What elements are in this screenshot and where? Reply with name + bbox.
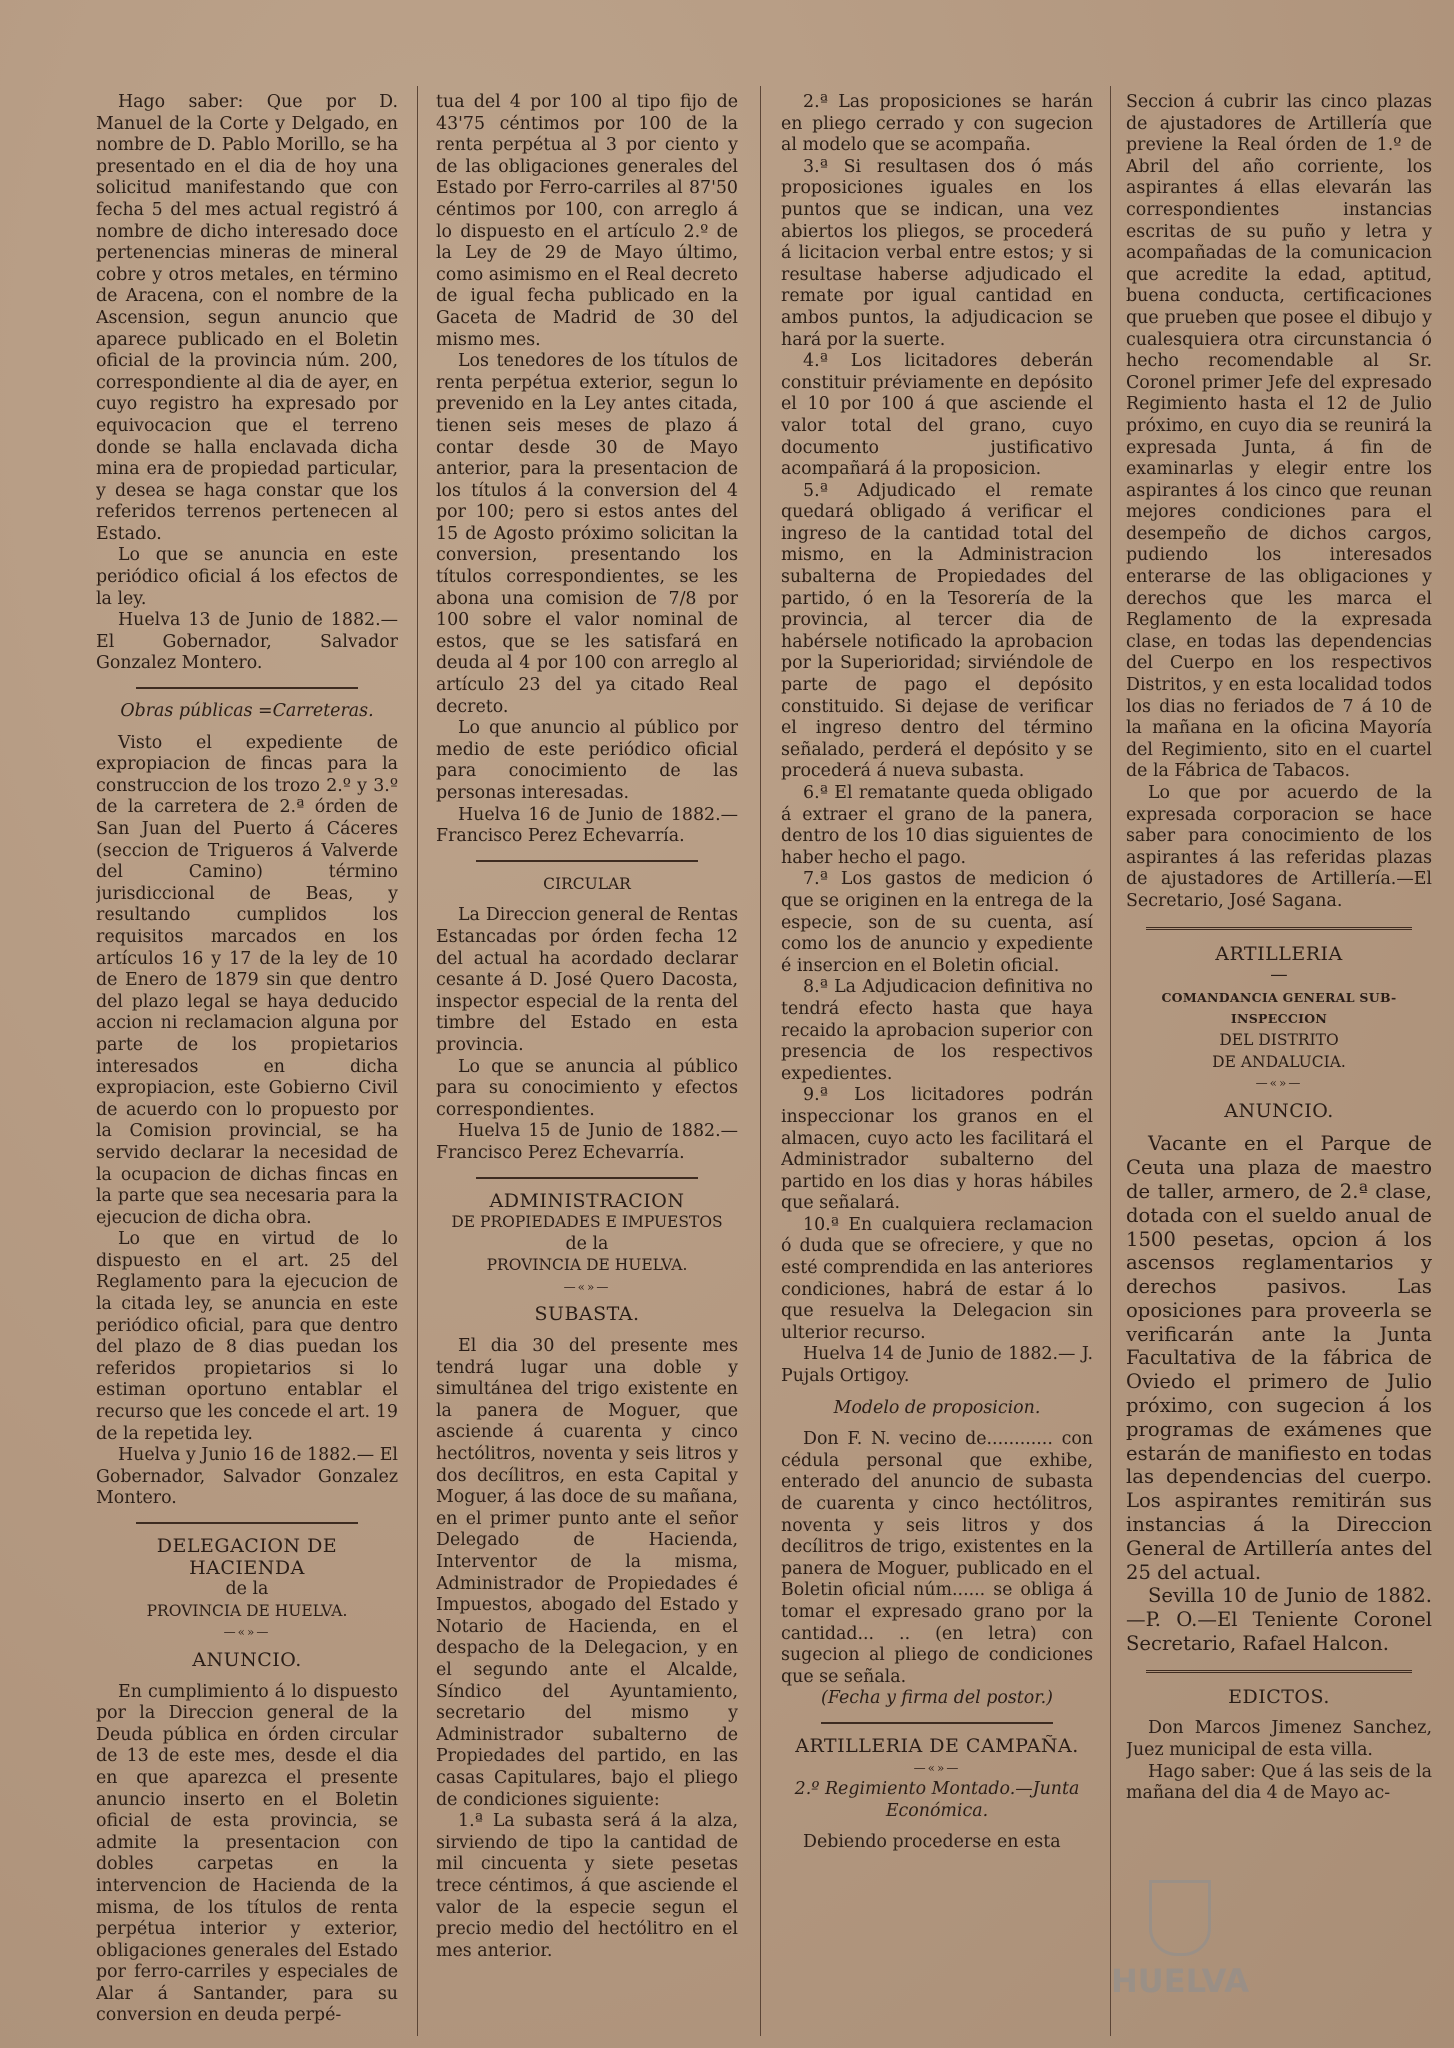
heading-subasta: SUBASTA. (534, 1303, 640, 1326)
heading-artilleria-campana: ARTILLERIA DE CAMPAÑA. (795, 1734, 1079, 1757)
heading-provincia: PROVINCIA DE HUELVA. (146, 1601, 348, 1620)
paragraph: 2.ª Las proposiciones se harán en pliego cerrado y con sugecion al modelo que se acompaña. (781, 92, 1093, 156)
paragraph: Lo que se anuncia al público para su conocimiento y efectos correspondientes. (436, 1056, 738, 1120)
paragraph: 9.ª Los licitadores podrán inspeccionar los granos en el almacen, cuyo acto les facilitará el Administrador subalterno del partido en los dias y horas hábiles que señalará. (781, 1085, 1093, 1214)
paragraph: Lo que en virtud de lo dispuesto en el art. 25 del Reglamento para la ejecucion de la citada ley, se anuncia en este periódico oficial, para que dentro del plazo de 8 dias puedan los referidos propietarios si lo estiman oportuno entablar el recurso que les concede el art. 19 de la repetida ley. (96, 1229, 398, 1444)
column-rule (417, 86, 418, 2036)
signature: Huelva 14 de Junio de 1882.— J. Pujals Ortigoy. (781, 1344, 1093, 1387)
paragraph: 3.ª Si resultasen dos ó más proposiciones iguales en los puntos que se indican, una vez abiertos los pliegos, se procederá á licitacion verbal entre estos; y si resultase haberse adjudicado el remate por igual cantidad en ambos puntos, la adjudicacion se hará por la suerte. (781, 156, 1093, 350)
huelva-watermark (1080, 1880, 1280, 2040)
heading-provincia: PROVINCIA DE HUELVA. (486, 1256, 688, 1275)
paragraph: 5.ª Adjudicado el remate quedará obligado á verificar el ingreso de la cantidad total del mismo, en la Administracion subalterna de Propiedades del partido, ó en la Tesorería de la provincia, al tercer dia de habérsele notificado la aprobacion por la Superioridad; sirviéndole de parte de pago el depósito constituido. Si dejase de verificar el ingreso dentro del término señalado, perderá el depósito y se procederá á nueva subasta. (781, 480, 1093, 782)
paragraph: Hago saber: Que á las seis de la mañana del dia 4 de Mayo ac- (1126, 1761, 1432, 1804)
heading-anuncio: ANUNCIO. (192, 1648, 302, 1671)
paragraph: 6.ª El rematante queda obligado á extraer el grano de la panera, dentro de los 10 dias siguientes de haber hecho el pago. (781, 783, 1093, 868)
ornament: —«»— (913, 1760, 961, 1775)
paragraph: Debiendo procederse en esta (803, 1832, 1061, 1853)
paragraph: 10.ª En cualquiera reclamacion ó duda que se ofreciere, y que no esté comprendida en las anteriores condiciones, habrá de estar á lo que resuelva la Delegacion sin ulterior recurso. (781, 1214, 1093, 1343)
heading-delegacion: DELEGACION DE HACIENDA (156, 1535, 338, 1579)
paragraph: El dia 30 del presente mes tendrá lugar una doble y simultánea del trigo existente en la panera de Moguer, que asciende á cuarenta y cinco hectólitros, noventa y seis litros y dos decílitros, en esta Capital y Moguer, á las doce de su mañana, en el primer punto ante el señor Delegado de Hacienda, Interventor de la misma, Administrador de Propiedades é Impuestos, abogado del Estado y Notario de Hacienda, en el despacho de la Delegacion, y en el segundo ante el Alcalde, Síndico del Ayuntamiento, secretario del mismo y Administrador subalterno de Propiedades del partido, en las casas Capitulares, bajo el pliego de condiciones siguiente: (436, 1336, 738, 1810)
heading-distrito: DEL DISTRITO (1219, 1030, 1339, 1049)
paragraph: Los tenedores de los títulos de renta perpétua exterior, segun lo prevenido en la Ley antes citada, tienen seis meses de plazo á contar desde 30 de Mayo anterior, para la presentacion de los títulos á la conversion del 4 por 100; pero si estos antes del 15 de Agosto próximo solicitan la conversion, presentando los títulos correspondientes, se les abona una comision de 7/8 por 100 sobre el valor nominal de estos, que se les satisfará en deuda al 4 por 100 con arreglo al artículo 23 del ya citado Real decreto. (436, 351, 738, 717)
heading-andalucia: DE ANDALUCIA. (1212, 1052, 1346, 1071)
paragraph: Hago saber: Que por D. Manuel de la Corte y Delgado, en nombre de D. Pablo Morillo, se ha presentado en el dia de hoy una solicitud manifestando que con fecha 5 del mes actual registró á nombre de dicho interesado doce pertenencias mineras de mineral cobre y otros metales, en término de Aracena, con el nombre de la Ascension, segun anuncio que aparece publicado en el Boletin oficial de la provincia núm. 200, correspondiente al dia de ayer, en cuyo registro ha expresado por equivocacion que el terreno donde se halla enclavada dicha mina era de propiedad particular, y desea se haga constar que los referidos terrenos pertenecen al Estado. (96, 92, 398, 544)
paragraph: La Direccion general de Rentas Estancadas por órden fecha 12 del actual ha acordado declarar cesante á D. José Quero Dacosta, inspector especial de la renta del timbre del Estado en esta provincia. (436, 905, 738, 1055)
heading-artilleria: ARTILLERIA (1215, 942, 1343, 965)
heading-propiedades: DE PROPIEDADES E IMPUESTOS (451, 1213, 723, 1232)
paragraph: En cumplimiento á lo dispuesto por la Direccion general de la Deuda pública en órden circular de 13 de este mes, desde el dia en que aparezca el presente anuncio inserto en el Boletin oficial de esta provincia, se admite la presentacion con dobles carpetas en la intervencion de Hacienda de la misma, de los títulos de renta perpétua interior y exterior, obligaciones generales del Estado por ferro-carriles y especiales de Alar á Santander, para su conversion en deuda perpé- (96, 1681, 398, 2026)
paragraph: Don F. N. vecino de............ con cédula personal que exhibe, enterado del anuncio de subasta de cuarenta y cinco hectólitros, noventa y seis litros y dos decílitros de trigo, existentes en la panera de Moguer, publicado en el Boletin oficial núm...... se obliga á tomar el expresado grano por la cantidad... .. (en letra) con sugecion al pliego de condiciones que se señala. (781, 1429, 1093, 1687)
heading-comandancia: COMANDANCIA GENERAL SUB-INSPECCION (1161, 989, 1397, 1027)
paragraph: tua del 4 por 100 al tipo fijo de 43'75 céntimos por 100 de la renta perpétua al 3 por ciento y de las obligaciones generales del Estado por Ferro-carriles al 87'50 céntimos por 100, con arreglo á lo dispuesto en el artículo 2.º de la Ley de 29 de Mayo último, como asimismo en el Real decreto de igual fecha publicado en la Gaceta de Madrid de 30 del mismo mes. (436, 92, 738, 350)
watermark-text: HUELVA (1111, 1962, 1249, 2000)
column-4 (1126, 92, 1432, 2032)
paragraph: Don Marcos Jimenez Sanchez, Juez municipal de esta villa. (1126, 1718, 1432, 1761)
paragraph: 1.ª La subasta será á la alza, sirviendo de tipo la cantidad de mil cincuenta y siete pesetas trece céntimos, á que asciende el valor de la especie segun el precio medio del hectólitro en el mes anterior. (436, 1811, 738, 1961)
heading-regimiento: 2.º Regimiento Montado.—Junta Económica. (794, 1779, 1080, 1821)
heading-de-la: de la (225, 1579, 269, 1600)
section-heading-obras: Obras públicas =Carreteras. (120, 701, 374, 722)
heading-administracion: ADMINISTRACION (489, 1189, 685, 1212)
separator (476, 860, 698, 862)
column-rule (760, 86, 761, 2036)
signature: Huelva 16 de Junio de 1882.— Francisco Perez Echevarría. (436, 804, 738, 847)
ornament: —«»— (223, 1625, 271, 1640)
separator (136, 687, 358, 689)
column-2 (436, 92, 738, 2032)
signature: Huelva 13 de Junio de 1882.— El Gobernador, Salvador Gonzalez Montero. (96, 610, 398, 674)
ornament: —«»— (563, 1279, 611, 1294)
fecha-firma: (Fecha y firma del postor.) (821, 1688, 1053, 1709)
paragraph: Seccion á cubrir las cinco plazas de ajustadores de Artillería que previene la Real órden de 1.º de Abril del año corriente, los aspirantes á ellas elevarán las correspondientes instancias escritas de su puño y letra y acompañadas de la comunicacion que acredite la edad, aptitud, buena conducta, certificaciones que prueben que posee el dibujo y cualesquiera otra circunstancia ó hecho recomendable al Sr. Coronel primer Jefe del expresado Regimiento hasta el 12 de Julio próximo, en cuyo dia se reunirá la expresada Junta, á fin de examinarlas y elegir entre los aspirantes á los cinco que reunan mejores condiciones para el desempeño de dichos cargos, pudiendo los interesados enterarse de las obligaciones y derechos que les marca el Reglamento de la expresada clase, en todas las dependencias del Cuerpo en los respectivos Distritos, y en esta localidad todos los dias no feriados de 7 á 10 de la mañana en la oficina Mayoría del Regimiento, sito en el cuartel de la Fábrica de Tabacos. (1126, 92, 1432, 782)
signature: Huelva 15 de Junio de 1882.— Francisco Perez Echevarría. (436, 1121, 738, 1163)
paragraph: Lo que anuncio al público por medio de este periódico oficial para conocimiento de las personas interesadas. (436, 718, 738, 803)
separator (821, 1722, 1053, 1724)
separator (1146, 1670, 1412, 1673)
heading-circular: CIRCULAR (543, 874, 631, 893)
separator (476, 1177, 698, 1179)
column-1 (96, 92, 398, 2032)
column-rule (1110, 86, 1111, 2036)
paragraph: 8.ª La Adjudicacion definitiva no tendrá efecto hasta que haya recaido la aprobacion superior con presencia de los respectivos expedientes. (781, 977, 1093, 1084)
shield-icon (1149, 1880, 1211, 1956)
dash: — (1270, 965, 1288, 986)
separator (136, 1522, 358, 1524)
heading-anuncio: ANUNCIO. (1224, 1099, 1334, 1122)
paragraph: Vacante en el Parque de Ceuta una plaza de maestro de taller, armero, de 2.ª clase, dotada con el sueldo anual de 1500 pesetas, opcion á los ascensos reglamentarios y derechos pasivos. Las oposiciones para proveerla se verificarán ante la Junta Facultativa de la fábrica de Oviedo el primero de Julio próximo, con sugecion á los programas de exámenes que estarán de manifiesto en todas las dependencias del cuerpo. Los aspirantes remitirán sus instancias á la Direccion General de Artillería antes del 25 del actual. (1126, 1132, 1432, 1584)
signature: Sevilla 10 de Junio de 1882.—P. O.—El Teniente Coronel Secretario, Rafael Halcon. (1126, 1584, 1432, 1656)
paragraph: Visto el expediente de expropiacion de fincas para la construccion de los trozo 2.º y 3.º de la carretera de 2.ª órden de San Juan del Puerto á Cáceres (seccion de Trigueros á Valverde del Camino) término jurisdiccional de Beas, y resultando cumplidos los requisitos marcados en los artículos 16 y 17 de la ley de 10 de Enero de 1879 sin que dentro del plazo legal se haya deducido accion ni reclamacion alguna por parte de los propietarios interesados en dicha expropiacion, este Gobierno Civil de acuerdo con lo propuesto por la Comision provincial, se ha servido declarar la necesidad de la ocupacion de dichas fincas en la parte que sea necesaria para la ejecucion de dicha obra. (96, 732, 398, 1228)
heading-de-la: de la (565, 1233, 609, 1254)
heading-edictos: EDICTOS. (1228, 1685, 1330, 1708)
paragraph: 7.ª Los gastos de medicion ó que se originen en la entrega de la especie, son de su cuenta, así como los de anuncio y expediente é insercion en el Boletin oficial. (781, 869, 1093, 976)
ornament: —«»— (1255, 1076, 1303, 1091)
paragraph: 4.ª Los licitadores deberán constituir préviamente en depósito el 10 por 100 á que asciende el valor total del grano, cuyo documento justificativo acompañará á la proposicion. (781, 351, 1093, 480)
column-3 (781, 92, 1093, 2032)
heading-modelo: Modelo de proposicion. (833, 1397, 1041, 1418)
separator (1146, 927, 1412, 930)
paragraph: Lo que se anuncia en este periódico oficial á los efectos de la ley. (96, 545, 398, 609)
signature: Huelva y Junio 16 de 1882.— El Gobernador, Salvador Gonzalez Montero. (96, 1445, 398, 1509)
paragraph: Lo que por acuerdo de la expresada corporacion se hace saber para conocimiento de los aspirantes á las referidas plazas de ajustadores de Artillería.—El Secretario, José Sagana. (1126, 783, 1432, 911)
